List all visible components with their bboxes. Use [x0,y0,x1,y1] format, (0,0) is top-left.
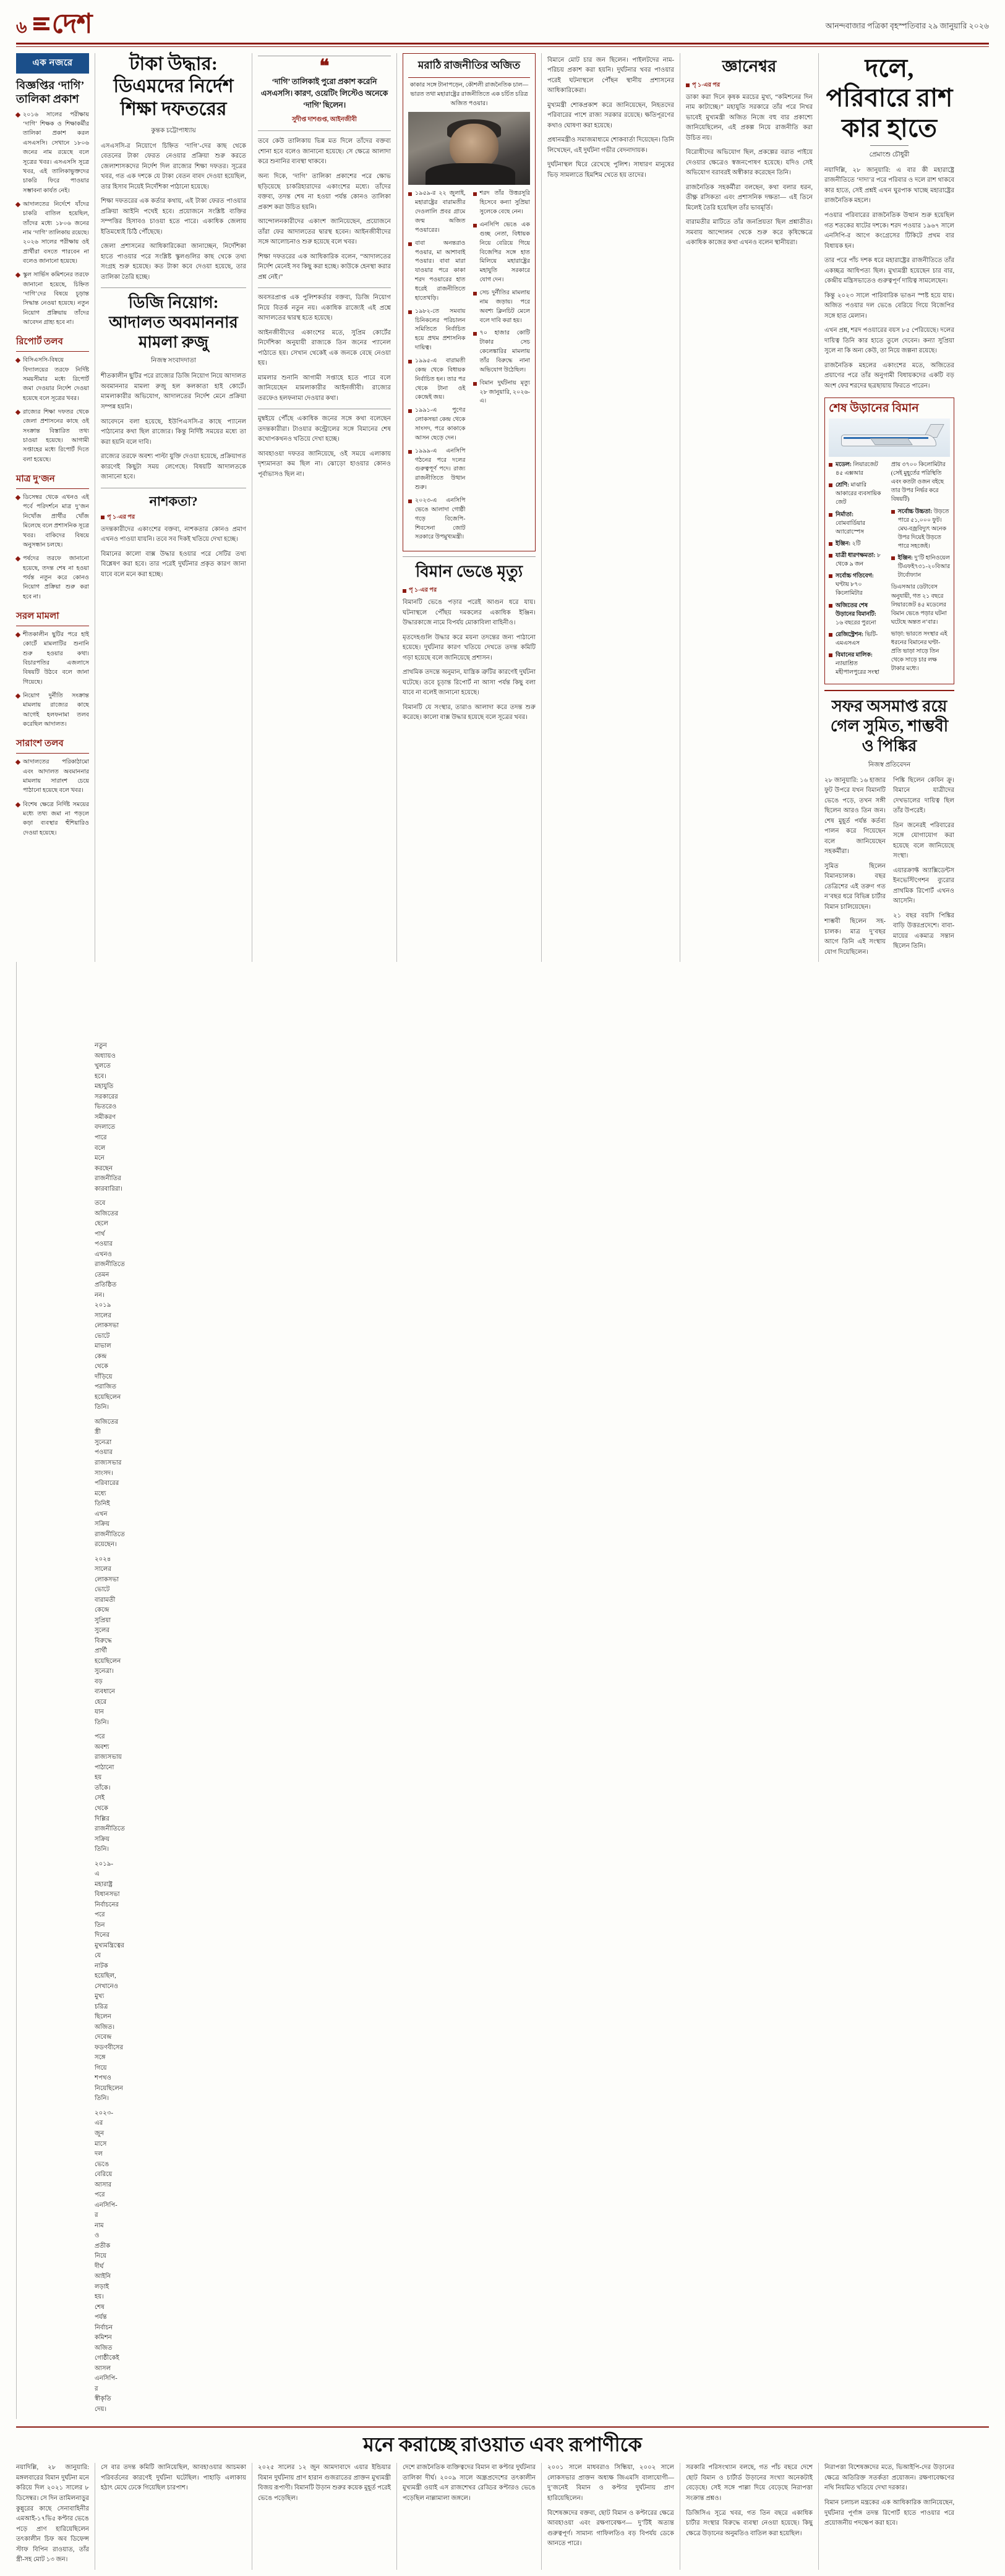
bottom-section [16,2426,989,2569]
bullet-icon [829,574,832,578]
timeline-item [408,307,466,353]
sidebar-item-text: শীতকালীন ছুটির পরে হাই কোর্টে মামলাটির শুনানি শুরু হওয়ার কথা। বিচারপতির এজলাসে বিষয়টি উঠবে বলে জানা গিয়েছে। [23,631,89,686]
marathi-box-subtitle: কাকার সঙ্গে টানাপড়েন, কৌশলী রাজনৈতিক চাল— ভারত তথা মহারাষ্ট্রের রাজনীতিতে এক চর্চিত চরিত্র অজিত পওয়ার। [409,81,529,107]
list-item [16,554,89,601]
bullet-icon [473,332,477,336]
list-item [16,200,89,266]
spec-label: ইঞ্জিন: [836,540,851,547]
bullet-icon [15,410,20,415]
headline-diji: ডিজি নিয়োগ: আদালত অবমাননার মামলা রুজু [109,294,238,351]
paragraph: জেলা প্রশাসনের আধিকারিকেরা জানাচ্ছেন, নির্দেশিকা হাতে পাওয়ার পরে সংশ্লিষ্ট স্কুলগুলির কাছ থেকে তথ্য সংগ্রহ শুরু হয়েছে। কত টাকা কবে দেওয়া হয়েছে, তার তালিকা তৈরি হচ্ছে। [101,243,246,281]
bullet-icon [829,604,832,608]
timeline-text: ১৯৯৫-এ বারামতী কেন্দ্র থেকে বিধায়ক নির্বাচিত হন। তার পর থেকে টানা ওই কেন্দ্রেই জয়। [415,357,466,401]
logo-text: দেশ [51,9,92,39]
bullet-icon [829,463,832,467]
timeline-text: ১৯৯৯-এ এনসিপি গঠনের পরে দলের গুরুত্বপূর্ণ পদে। রাজ্য রাজনীতিতে উত্থান শুরু। [415,447,466,491]
bullet-icon [829,633,832,637]
bullet-icon [473,292,477,295]
spec-item [829,461,884,478]
paragraph: রাজনৈতিক সহকর্মীরা বলছেন, কথা বলার ধরন, তীক্ষ্ণ রসিকতা এবং প্রশাসনিক দক্ষতা— এই তিনে মিলেই তৈরি হয়েছিল তাঁর ভাবমূর্তি। [686,184,813,211]
plane-box-title: শেষ উড়ানের বিমান [829,402,919,415]
paragraph: ডিজিসিএ সূত্রে খবর, গত তিন বছরে একাধিক চার্টার সংস্থার বিরুদ্ধে ব্যবস্থা নেওয়া হয়েছে। কিছু ক্ষেত্রে উড়ানের অনুমতিও বাতিল করা হয়েছিল। [686,2509,813,2537]
dateline: আনন্দবাজার পত্রিকা বৃহস্পতিবার ২৯ জানুয়ারি ২০২৬ [825,21,989,30]
column-divider [541,2463,542,2569]
paragraph: শিক্ষা দফতরের এক কর্তার কথায়, এই টাকা ফেরত পাওয়ার প্রক্রিয়া আইনি পথেই হবে। প্রয়োজনে সংশ্লিষ্ট ব্যক্তির সম্পত্তির হিসাবও চাওয়া হতে পারে। একাধিক জেলায় ইতিমধ্যেই চিঠি পৌঁছেছে। [101,198,246,236]
spec-item [891,508,950,551]
paragraph: এখন প্রশ্ন, শরদ পওয়ারের বয়স ৮৫ পেরিয়েছে। দলের দায়িত্ব তিনি কার হাতে তুলে দেবেন। কন্যা সুপ্রিয়া সুলে না কি অন্য কেউ, তা নিয়ে জল্পনা রয়েছে। [824,327,954,355]
paragraph: ডাকা করা দিনে কৃষক মরচের মুখ্য, “কমিশনের দিন নাম কাটাচ্ছে।” মহাযুতি সরকারে তাঁর পরে নিখর ভাবেই মুখ্যমন্ত্রী অজিত নিজে বহু বার প্রকাশ্যে জানিয়েছিলেন, এই প্রকল্প নিয়ে রাজনীতি করা উচিত নয়। [686,93,813,142]
story-dole-poribare [824,53,954,963]
paragraph: আন্দোলনকারীদের একাংশ জানিয়েছেন, প্রয়োজনে তাঁরা ফের আদালতের দ্বারস্থ হবেন। আইনজীবীদের সঙ্গে আলোচনাও শুরু হয়েছে বলে খবর। [258,218,391,246]
paragraph: আবেদনে বলা হয়েছে, ইউপিএসসি-র কাছে প্যানেল পাঠানোর কথা ছিল রাজ্যের। কিন্তু নির্দিষ্ট সময়ের মধ্যে তা করা হয়নি বলে দাবি। [101,418,246,446]
byline-safar: নিজস্ব প্রতিবেদন [868,761,911,768]
bullet-icon [408,242,412,246]
paragraph: ২০২৫ সালের ১২ জুন আমদাবাদে এয়ার ইন্ডিয়ার বিমান দুর্ঘটনায় প্রাণ হারান গুজরাতের প্রাক্তন মুখ্যমন্ত্রী বিজয় রূপাণী। বিমানটি উড়ান শুরুর কয়েক মুহূর্ত পরেই ভেঙে পড়েছিল। [258,2464,391,2502]
story-biman-secondary [547,53,674,963]
list-item [16,630,89,687]
bullet-icon [408,192,412,196]
bullet-icon [829,513,832,517]
byline-diji: নিজস্ব সংবাদদাতা [150,357,197,365]
bullet-icon [473,192,477,196]
bullet-icon [829,653,832,657]
timeline-text: ২০২৩-এ এনসিপি ভেঙে আলাদা গোষ্ঠী গড়ে বিজেপি-শিবসেনা জোট সরকারে উপমুখ্যমন্ত্রী। [415,497,466,541]
sidebar-head-3: মাত্র দু’জন [16,472,89,489]
plane-specs-left [829,461,884,680]
quote-text: ‘দাগি’ তালিকাই পুরো প্রকাশ করেনি এসএসসি। কারণ, ওয়েটিং লিস্টেও অনেকে ‘দাগি’ ছিলেন। [260,77,388,110]
paragraph: মৃতদেহগুলি উদ্ধার করে ময়না তদন্তের জন্য পাঠানো হয়েছে। দুর্ঘটনার কারণ খতিয়ে দেখতে তদন্ত কমিটি গড়া হয়েছে বলে জানিয়েছে প্রশাসন। [403,634,536,661]
bullet-icon [15,802,20,807]
spec-value: ভাড়া: ভারতে সংস্থার এই ধরনের বিমানের ঘণ্টা-প্রতি ভাড়া সাড়ে তিন থেকে সাড়ে চার লক্ষ টাকার মধ্যে। [891,631,947,673]
story-dole-col1 [824,166,954,391]
paragraph: তার পরে পাঁচ দশক ধরে মহারাষ্ট্রের রাজনীতিতে তাঁর একচ্ছত্র আধিপত্য ছিল। মুখ্যমন্ত্রী হয়েছেন চার বার, কেন্দ্রীয় মন্ত্রিসভাতেও গুরুত্বপূর্ণ দায়িত্ব সামলেছেন। [824,257,954,285]
paragraph: সুমিত ছিলেন বিমানচালক। বছর তেত্রিশের এই তরুণ গত ন’বছর ধরে বিভিন্ন চার্টার বিমান চালিয়েছেন। [824,862,886,911]
timeline-text: ১৯৮২-তে সমবায় চিনিকলের পরিচালন সমিতিতে নির্বাচিত হয়ে প্রথম প্রশাসনিক দায়িত্ব। [415,307,466,352]
timeline-text: বিমান দুর্ঘটনায় মৃত্যু ২৮ জানুয়ারি, ২০২৬-এ। [479,379,530,405]
paragraph: আইনজীবীদের একাংশের মতে, সুপ্রিম কোর্টের নির্দেশিকা অনুযায়ী রাজ্যকে তিন জনের প্যানেল পাঠাতে হয়। সেখান থেকেই এক জনকে বেছে নেওয়া হয়। [258,329,391,367]
sidebar-item-text: রাজ্যের শিক্ষা দফতর থেকে জেলা প্রশাসনের কাছে ওই সংক্রান্ত বিস্তারিত তথ্য চাওয়া হয়েছে। আগামী সপ্তাহের মধ্যে রিপোর্ট দিতে বলা হয়েছে। [23,409,89,463]
byline-rule [870,145,909,146]
timeline-item [473,379,531,407]
paragraph: ২০২৪ সালের লোকসভা ভোটে বারামতী কেন্দ্রে সুপ্রিয়া সুলের বিরুদ্ধে প্রার্থী হয়েছিলেন সুনেত্রা। বড় ব্যবধানে হেরে যান তিনি। [95,1555,121,1726]
main-grid [16,53,989,2420]
story-safar-col1 [824,776,886,963]
spec-label: অজিতের শেষ উড়ানের বিমানটি: [836,602,876,618]
masthead [16,11,989,41]
mone-col-2 [258,2463,391,2569]
paragraph-block [824,2463,954,2528]
paragraph: বিমানটি ভেঙে পড়ার পরেই আগুন ধরে যায়। ঘটনাস্থলে পৌঁছয় দমকলের একাধিক ইঞ্জিন। উদ্ধারকাজে নামে বিপর্যয় মোকাবিলা বাহিনীও। [403,599,536,627]
byline-dole: প্রেমাংশু চৌধুরী [869,151,910,158]
timeline-item [408,239,466,304]
story-nashakta-col1 [101,525,246,580]
paragraph: মুম্বইয়ে পৌঁছে একাধিক জনের সঙ্গে কথা বলেছেন তদন্তকারীরা। টাওয়ার কন্ট্রোলের সঙ্গে বিমানের শেষ কথোপকথনও খতিয়ে দেখা হচ্ছে। [258,415,391,443]
paragraph: রাজনৈতিক মহলের একাংশের মতে, অজিতের প্রয়াণের পরে তাঁর অনুগামী বিধায়কদের একটি বড় অংশ ফের শরদের ছত্রছায়ায় ফিরতে পারেন। [824,362,954,389]
headline-taka: টাকা উদ্ধার: ডিএমদের নির্দেশ শিক্ষা দফতরের [113,53,234,119]
jump-text: পৃ ১-এর পর [692,81,721,88]
bullet-icon [15,694,20,699]
sidebar-head-1: বিজ্ঞপ্তির ‘দাগি’ তালিকা প্রকাশ [16,79,84,106]
timeline-text: ৭০ হাজার কোটি টাকার সেচ কেলেঙ্কারির মামলায় তাঁর বিরুদ্ধে নানা অভিযোগ উঠেছিল। [479,329,530,373]
timeline-item [408,357,466,402]
column-divider [396,53,397,963]
list-item [16,757,89,795]
bullet-icon [829,483,832,487]
paragraph: তবে কেউ তালিকায় ভিন্ন মত দিলে তাঁদের বক্তব্য শোনা হবে বলেও জানানো হয়েছে। সে ক্ষেত্রে আলাদা করে শুনানির ব্যবস্থা থাকবে। [258,138,391,166]
list-item [16,800,89,838]
story-taka-col1 [101,142,246,283]
paragraph: বিমানে মোট চার জন ছিলেন। পাইলটদের নাম-পরিচয় প্রকাশ করা হয়নি। দুর্ঘটনার খবর পাওয়ার পরেই ঘটনাস্থলে পৌঁছন স্থানীয় প্রশাসনের আধিকারিকেরা। [547,56,674,95]
spec-value: ডিএসআর ডেটাবেস অনুযায়ী, গত ২১ বছরে লিয়ারজেট ৪৫ মডেলের বিমান ভেঙে পড়ার ঘটনা ঘটেছে অন্তত ন’বার। [891,584,947,626]
bullet-icon [15,556,20,561]
mone-col-4 [547,2463,674,2569]
spec-value: ৮ থেকে ৯ জন [836,553,881,568]
ajit-pawar-photo [408,112,530,185]
jump-icon [403,589,406,593]
masthead-left [16,11,92,37]
spec-item [829,631,884,648]
paragraph: বারামতীর মাটিতে তাঁর জনপ্রিয়তা ছিল প্রশ্নাতীত। সমবায় আন্দোলন থেকে শুরু করে কৃষিক্ষেত্রে একাধিক কাজের কথা এখনও বলেন স্থানীয়রা। [686,219,813,247]
sidebar-item-text: আদালতের পরিকাঠামো এবং আদালত অবমাননার মামলায় সারাংশ চেয়ে পাঠানো হয়েছে বলে খবর। [23,759,89,794]
headline-safar: সফর অসমাপ্ত রয়ে গেল সুমিত, শাম্ভবী ও পিঙ্কির [830,697,949,755]
timeline-text: ১৯৫৯-র ২২ জুলাই, মহারাষ্ট্রের বারামতীর দেওলালি প্রবর গ্রামে জন্ম অজিত পওয়ারের। [415,190,466,234]
paragraph-block [101,2463,246,2494]
spec-value: উড়তে পারে ৫১,০০০ ফুট। মেঘ-বজ্রবিদ্যুৎ অনেক উপর দিয়েই উড়তে পারে সহজেই। [897,508,949,550]
bullet-icon [15,495,20,500]
timeline-text: সেচ দুর্নীতির মামলায় নাম জড়ায়। পরে অবশ্য ক্লিনচিট মেলে বলে দাবি করা হয়। [479,289,530,324]
paragraph: নয়াদিল্লি, ২৮ জানুয়ারি: মঙ্গলবারের বিমান দুর্ঘটনা মনে করিয়ে দিল ২০২১ সালের ৮ ডিসেম্বর। সে দিন তামিলনাড়ুর কুন্নুরের কাছে সেনাবাহিনীর এমআই-১৭ভি৫ কপ্টার ভেঙে পড়ে প্রাণ হারিয়েছিলেন তৎকালীন চিফ অব ডিফেন্স স্টাফ বিপিন রাওয়াত, তাঁর স্ত্রী-সহ মোট ১৩ জন। [16,2464,90,2564]
paragraph: সরকারি পরিসংখ্যান বলছে, গত পাঁচ বছরে দেশে ছোট বিমান ও চার্টার্ড উড়ানের সংখ্যা অনেকটাই বেড়েছে। সেই সঙ্গে পাল্লা দিয়ে বেড়েছে নিরাপত্তা সংক্রান্ত প্রশ্নও। [686,2464,813,2502]
sidebar-item-text: নিয়োগ দুর্নীতি সংক্রান্ত মামলায় রাজ্যের কাছে আগেই হলফনামা তলব করেছিল আদালত। [23,692,89,728]
bullet-icon [15,760,20,765]
story-taka-uddhar [101,53,246,963]
timeline-text: বাবা অনন্তরাও পওয়ার, মা আশাবাই পওয়ার। বাবা মারা যাওয়ার পরে কাকা শরদ পওয়ারের হাত ধরেই রাজনীতিতে হাতেখড়ি। [415,239,466,302]
paragraph: প্রাথমিক তদন্তে অনুমান, যান্ত্রিক ত্রুটির কারণেই দুর্ঘটনা ঘটেছে। তবে চূড়ান্ত রিপোর্ট না আসা পর্যন্ত কিছু বলা যাবে না বলেই জানানো হয়েছে। [403,669,536,697]
paragraph: অবসরপ্রাপ্ত এক পুলিশকর্তার বক্তব্য, ডিজি নিয়োগ নিয়ে বিতর্ক নতুন নয়। একাধিক রাজ্যেই এই প্রশ্নে আদালতের দ্বারস্থ হতে হয়েছে। [258,294,391,322]
paragraph: বিরোধীদের অভিযোগ ছিল, প্রকল্পের বরাত পাইয়ে দেওয়ার ক্ষেত্রেও স্বজনপোষণ হয়েছে। যদিও সেই অভিযোগ বরাবরই অস্বীকার করেছেন তিনি। [686,149,813,177]
list-item [16,407,89,464]
list-item [16,691,89,729]
plane-specs-right [891,461,950,680]
spec-item [829,540,884,548]
spec-value: ২টি [852,540,861,547]
jump-line-nashakta [101,513,246,522]
story-safar-col2 [893,776,954,963]
paragraph: নয়াদিল্লি, ২৮ জানুয়ারি: এ বার কী মহারাষ্ট্রে রাজনীতিতে ‘দাদা’র পরে পরিবার ও দলে রাশ থাকবে কার হাতে, সেই প্রশ্নই এখন ঘুরপাক খাচ্ছে মহারাষ্ট্রের রাজনৈতিক মহলে। [824,166,954,205]
paragraph-block [547,2463,674,2549]
paragraph: মামলার শুনানি আগামী সপ্তাহে হতে পারে বলে জানিয়েছেন মামলাকারীর আইনজীবী। রাজ্যের তরফেও হলফনামা দেওয়ার কথা। [258,374,391,402]
column-divider [818,53,819,963]
spec-label: রেজিস্ট্রেশন: [836,631,864,638]
paragraph: অজিতের স্ত্রী সুনেত্রা পওয়ার রাজ্যসভার সাংসদ। পরিবারের মধ্যে তিনিই এখন সক্রিয় রাজনীতিতে রয়েছেন। [95,1418,125,1549]
spec-value: প্রায় ৩৭০০ কিলোমিটার (সেই মুহূর্তের পরিস্থিতি এবং কতটা ওজন বইছে তার উপর নির্ভর করে বিষয়টি) [891,462,946,503]
story-biman-col1 [403,598,536,723]
bullet-icon [473,382,477,386]
sidebar-title: এক নজরে [16,53,89,74]
spec-label: নির্মাতা: [836,511,854,518]
spec-item [829,651,884,677]
mone-col-3 [403,2463,536,2569]
mone-col-0 [16,2463,89,2569]
paragraph-block [258,2463,391,2504]
sidebar-item-text: ডিসেম্বর থেকে এখনও এই পর্বে পরিদর্শনে মাত্র দু’জন নিখোঁজ প্রার্থীর খোঁজ মিলেছে বলে প্রশাসনিক সূত্রে খবর। বাকিদের বিষয়ে অনুসন্ধান চলছে। [23,494,89,548]
bullet-icon [15,632,20,637]
jump-text: পৃ ১-এর পর [409,587,437,594]
divider [101,287,246,288]
spec-item [891,461,950,504]
headline-biman: বিমান ভেঙে মৃত্যু [415,563,523,581]
paragraph: নিরাপত্তা বিশেষজ্ঞদের মতে, ভিআইপি-দের উড়ানের ক্ষেত্রে অতিরিক্ত সতর্কতা প্রয়োজন। রক্ষণাবেক্ষণের নথি নিয়মিত খতিয়ে দেখা দরকার। [824,2464,954,2492]
paragraph: রাজ্যের তরফে অবশ্য পাল্টা যুক্তি দেওয়া হয়েছে, প্রক্রিয়াগত কারণেই কিছুটা সময় লেগেছে। বিষয়টি আদালতকে জানানো হবে। [101,453,246,481]
paragraph: এসএসসি-র নিয়োগে চিহ্নিত ‘দাগি’-দের কাছ থেকে বেতনের টাকা ফেরত নেওয়ার প্রক্রিয়া শুরু করতে জেলাশাসকদের নির্দেশ দিল রাজ্যের শিক্ষা দফতর। সূত্রের খবর, গত এক দশকে যে টাকা বেতন বাবদ দেওয়া হয়েছিল, তার হিসাব নিয়েই নির্দেশিকা পাঠানো হয়েছে। [101,142,246,190]
bullet-icon [408,450,412,454]
bullet-icon [829,554,832,558]
headline-mone: মনে করাচ্ছে রাওয়াত এবং রূপাণীকে [363,2433,642,2456]
story-nashakta-col2 [258,414,391,480]
spec-item [829,601,884,627]
paragraph: পরে অবশ্য রাজ্যসভায় পাঠানো হয় তাঁকে। সেই থেকে দিল্লির রাজনীতিতে সক্রিয় তিনি। [95,1733,125,1853]
spec-label: সর্বোচ্চ গতিবেগ: [836,573,874,580]
paragraph: আবহাওয়া দফতর জানিয়েছে, ওই সময়ে এলাকায় দৃশ্যমানতা কম ছিল না। ঝোড়ো হাওয়ার কোনও পূর্বাভাসও ছিল না। [258,450,391,478]
list-item [16,493,89,550]
spec-value: দু’টি হানিওয়েল টিএফই৭৩১-২০বিআর টার্বোফ্যান [897,555,950,579]
story-biman-col2 [547,56,674,181]
spec-label: শ্রেণি: [836,482,850,489]
paragraph: পওয়ার পরিবারের রাজনৈতিক উত্থান শুরু হয়েছিল গত শতকের ষাটের দশকে। শরদ পওয়ার ১৯৬৭ সালে এনসিপি-র আগে কংগ্রেসের টিকিটে প্রথম বার বিধায়ক হন। [824,211,954,250]
paragraph: ২৮ জানুয়ারি: ১৬ হাজার ফুট উপরে যখন বিমানটি ভেঙে পড়ে, তখন সঙ্গী ছিলেন আরও তিন জন। শেষ মুহূর্ত পর্যন্ত কর্তব্য পালন করে গিয়েছেন বলে জানিয়েছেন সহকর্মীরা। [824,776,886,856]
timeline-item [473,189,531,217]
quote-attribution: সুদীপ্ত দাশগুপ্ত, আইনজীবী [292,116,357,124]
spec-label: বিমানের মালিক: [836,652,873,659]
sidebar [16,53,89,963]
spec-item [829,572,884,598]
paragraph: ২১ বছর বয়সি পিঙ্কির বাড়ি উত্তরপ্রদেশে। বাবা-মায়ের একমাত্র সন্তান ছিলেন তিনি। [893,912,954,950]
spec-item [891,630,950,674]
sidebar-head-4: সরল মামলা [16,609,89,626]
bullet-icon [891,556,895,560]
spec-value: ভিটি-এমএসএস [836,631,878,647]
paragraph: মুখ্যমন্ত্রী শোকপ্রকাশ করে জানিয়েছেন, নিহতদের পরিবারের পাশে রাজ্য সরকার রয়েছে। ক্ষতিপূরণের কথাও ঘোষণা করা হয়েছে। [547,101,674,129]
story-marathi [403,53,536,963]
column-divider [16,962,17,2419]
column-divider [818,2463,819,2569]
marathi-box [403,53,536,552]
marathi-box-title: মরাঠি রাজনীতির অজিত [408,57,530,78]
quote-mark-icon: ❝ [319,56,330,77]
paragraph: এয়ারক্রাফ্ট অ্যাক্সিডেন্টস ইনভেস্টিগেশন ব্যুরোর প্রাথমিক রিপোর্ট এখনও আসেনি। [893,867,954,905]
story-gyaneshwar [686,53,813,963]
divider [258,287,391,288]
masthead-rule [16,43,989,47]
timeline-item [473,329,531,375]
spec-item [891,583,950,627]
mone-col-5 [686,2463,813,2569]
paragraph: দুর্ঘটনাস্থল ঘিরে রেখেছে পুলিশ। সাধারণ মানুষের ভিড় সামলাতে হিমশিম খেতে হয় তাদের। [547,161,674,179]
headline-nashakta: নাশকতা? [149,493,198,509]
spec-value: ন্যায়াশ্রিত মহীপালপুরের সংস্থা [836,661,879,676]
spec-label: ইঞ্জিন: [897,555,913,562]
timeline-left [408,189,466,546]
paragraph: তবে অজিতের ছেলে পার্থ পওয়ার এখনও রাজনীতিতে তেমন প্রতিষ্ঠিত নন। ২০১৯ সালের লোকসভা ভোটে মাভাল কেন্দ্র থেকে দাঁড়িয়ে পরাজিত হয়েছিলেন তিনি। [95,1200,125,1411]
paragraph: বিমান চলাচল মন্ত্রকের এক আধিকারিক জানিয়েছেন, দুর্ঘটনার পূর্ণাঙ্গ তদন্ত রিপোর্ট হাতে পাওয়ার পরে প্রয়োজনীয় পদক্ষেপ করা হবে। [824,2499,954,2527]
paragraph-block [16,2463,89,2565]
headline-dole: দলে, পরিবারে রাশ কার হাতে [826,53,953,142]
spec-value: ঘণ্টায় ৮৭০ কিলোমিটার [836,582,863,597]
story-diji-col1 [101,372,246,482]
bullet-icon [15,273,20,278]
paragraph: ২০১৯-এ মহারাষ্ট্র বিধানসভা নির্বাচনের পরে তিন দিনের মুখ্যমন্ত্রিত্বের যে নাটক হয়েছিল, সেখানেও মুখ্য চরিত্র ছিলেন অজিত। দেবেন্দ্র ফডণবীসের সঙ্গে গিয়ে শপথও নিয়েছিলেন তিনি। [95,1860,124,2102]
sidebar-head-2: রিপোর্ট তলব [16,334,89,352]
sidebar-item-text: পর্ষদের তরফে জানানো হয়েছে, তদন্ত শেষ না হওয়া পর্যন্ত নতুন করে কোনও নিয়োগ প্রক্রিয়া শুরু করা হবে না। [23,555,89,600]
sidebar-head-5: সারাংশ তলব [16,736,89,754]
jump-icon [686,83,690,87]
divider [824,690,954,691]
list-item [16,355,89,403]
spec-value: ১৬ বছরের পুরনো [836,619,876,626]
paragraph: বিমানটি যে সংস্থার, তারাও আলাদা করে তদন্ত শুরু করেছে। কালো বাক্স উদ্ধার হয়েছে বলে সূত্রের খবর। [403,704,536,721]
paragraph: কিন্তু ২০২৩ সালে পারিবারিক ভাঙন স্পষ্ট হয়ে যায়। অজিত পওয়ার দল ভেঙে বেরিয়ে গিয়ে বিজেপির সঙ্গে হাত মেলান। [824,292,954,320]
paragraph: দেশে রাজনৈতিক ব্যক্তিত্বদের বিমান বা কপ্টার দুর্ঘটনার তালিকা দীর্ঘ। ২০০৯ সালে অন্ধ্রপ্রদেশের তৎকালীন মুখ্যমন্ত্রী ওয়াই এস রাজশেখর রেড্ডির কপ্টারও ভেঙে পড়েছিল নাল্লামালা জঙ্গলে। [403,2464,536,2502]
sidebar-item-text: ২০১৬ সালের পরীক্ষায় ‘দাগি’ শিক্ষক ও শিক্ষাকর্মীর তালিকা প্রকাশ করল এসএসসি। সেখানে ১৮০৬ জনের নাম রয়েছে বলে সূত্রের খবর। এসএসসি সূত্রে খবর, এই তালিকাভুক্তদের চাকরি ফিরে পাওয়ার সম্ভাবনা কার্যত নেই। [23,111,89,194]
paragraph: বিমানের কালো বাক্স উদ্ধার হওয়ার পরে সেটির তথ্য বিশ্লেষণ করা হবে। তার পরেই দুর্ঘটনার প্রকৃত কারণ জানা যাবে বলে মনে করা হচ্ছে। [101,550,246,578]
paragraph: শাম্ভবী ছিলেন সহ-চালক। মাত্র দু’বছর আগে তিনি এই সংস্থায় যোগ দিয়েছিলেন। [824,918,886,956]
timeline-text: শরদ তাঁর উত্তরসূরি হিসেবে কন্যা সুপ্রিয়া সুলেকে বেছে নেন। [479,190,530,216]
timeline-item [408,189,466,235]
marathi-timeline [408,189,530,546]
paragraph: তদন্তকারীদের একাংশের বক্তব্য, নাশকতার কোনও প্রমাণ এখনও পাওয়া যায়নি। তবে সব দিকই খতিয়ে দেখা হচ্ছে। [101,525,246,543]
paragraph: তিন জনেরই পরিবারের সঙ্গে যোগাযোগ করা হয়েছে বলে জানিয়েছে সংস্থা। [893,822,954,860]
paragraph: ২০০১ সালে মাধবরাও সিন্ধিয়া, ২০০২ সালে লোকসভার প্রাক্তন অধ্যক্ষ জিএমসি বালাযোগী— দু’জনেই বিমান ও কপ্টার দুর্ঘটনায় প্রাণ হারিয়েছিলেন। [547,2464,674,2502]
bullet-icon [829,542,832,546]
page-number: ৬ [16,17,27,36]
bullet-icon [891,510,895,514]
spec-label: মডেল: [836,462,852,469]
spec-item [829,511,884,537]
paragraph: নতুন অধ্যায়ও খুলতে হবে। মহাযুতি সরকারের ভিতরেও সমীকরণ বদলাতে পারে বলে মনে করছেন রাজনীতির কারবারিরা। [95,1042,123,1192]
story-taka-col2 [258,137,391,283]
jump-line-gyaneshwar [686,81,813,90]
sidebar-item-text: আদালতের নির্দেশে যাঁদের চাকরি বাতিল হয়েছিল, তাঁদের মধ্যে ১৮০৬ জনের নাম ‘দাগি’ তালিকায় রয়েছে। ২০২৬ সালের পরীক্ষায় ওই প্রার্থীরা বসতে পারবেন না বলেও জানানো হয়েছে। [23,200,89,265]
bullet-icon [473,224,477,227]
jump-text: পৃ ১-এর পর [107,513,135,521]
publication-logo [33,11,92,37]
headline-gyaneshwar: জ্ঞানেশ্বর [722,57,777,75]
story-gyaneshwar-col1 [686,93,813,249]
logo-bars-icon [33,17,49,30]
spec-value: মাঝারি আকারের ব্যবসায়িক জেট [836,482,881,506]
mone-col-1 [101,2463,246,2569]
paragraph: অন্য দিকে, ‘দাগি’ তালিকা প্রকাশের পরে ক্ষোভ ছড়িয়েছে চাকরিহারাদের একাংশের মধ্যে। তাঁদের বক্তব্য, তদন্ত শেষ না হওয়া পর্যন্ত কোনও তালিকা প্রকাশ করা উচিত হয়নি। [258,173,391,211]
bullet-icon [408,310,412,314]
pull-quote [258,56,391,132]
sidebar-item-text: স্কুল সার্ভিস কমিশনের তরফে জানানো হয়েছে, চিহ্নিত ‘দাগি’দের বিষয়ে চূড়ান্ত সিদ্ধান্ত নেওয়া হয়েছে। নতুন নিয়োগ প্রক্রিয়ায় তাঁদের আবেদন গ্রাহ্য হবে না। [23,271,89,326]
story-taka-secondary [258,53,391,963]
sidebar-item-text: বিসিএসসি-বিষয়ে বিদ্যালয়ের তরফে নির্দিষ্ট সময়সীমার মধ্যে রিপোর্ট জমা দেওয়ার নির্দেশ দেওয়া হয়েছে বলে সূত্রের খবর। [23,357,89,402]
bottom-grid [16,2463,989,2569]
spec-label: সর্বোচ্চ উচ্চতা: [897,508,933,515]
jump-line-biman [403,586,536,595]
bullet-icon [15,358,20,363]
divider [403,556,536,557]
plane-info-box [824,397,954,684]
byline-taka: কুন্তক চট্টোপাধ্যায় [151,127,196,134]
story-diji-col2 [258,293,391,404]
timeline-text: ১৯৯১-এ পুণের লোকসভা কেন্দ্র থেকে সাংসদ, পরে কাকাকে আসন ছেড়ে দেন। [415,407,466,441]
list-item [16,270,89,327]
paragraph: সে বার তদন্ত কমিটি জানিয়েছিল, আবহাওয়ার আচমকা পরিবর্তনের কারণেই দুর্ঘটনা ঘটেছিল। পাহাড়ি এলাকায় হঠাৎ মেঘে ঢেকে গিয়েছিল চারপাশ। [101,2464,246,2492]
timeline-item [408,496,466,542]
paragraph: পিঙ্কি ছিলেন কেবিন ক্রু। বিমানে যাত্রীদের দেখভালের দায়িত্ব ছিল তাঁর উপরেই। [893,776,954,815]
timeline-item [408,406,466,443]
list-item [16,110,89,195]
paragraph: শিক্ষা দফতরের এক আধিকারিক বলেন, “আদালতের নির্দেশ মেনেই সব কিছু করা হচ্ছে। কাউকে হেনস্থা করার প্রশ্ন নেই।” [258,253,391,281]
paragraph: ২০২৩-এর জুন মাসে দল ভেঙে বেরিয়ে আসার পরে এনসিপি-র নাম ও প্রতীক নিয়ে দীর্ঘ আইনি লড়াই হয়। শেষ পর্যন্ত নির্বাচন কমিশন অজিত গোষ্ঠীকেই আসল এনসিপি-র স্বীকৃতি দেয়। [95,2109,119,2413]
plane-specs [829,461,950,680]
column-divider [396,2463,397,2569]
jump-icon [101,516,105,519]
spec-item [829,551,884,569]
spec-label: যাত্রী ধারণক্ষমতা: [836,553,876,559]
timeline-right [473,189,531,546]
bullet-icon [15,113,20,117]
spec-value: বোমবার্ডিয়ার অ্যারোস্পেস [836,520,865,535]
mone-col-6 [824,2463,954,2569]
spec-value: লিয়ারজেট ৪৫ এক্সআর [836,462,878,477]
paragraph-block [403,2463,536,2504]
bullet-icon [408,409,412,413]
paragraph: বিশেষজ্ঞদের বক্তব্য, ছোট বিমান ও কপ্টারের ক্ষেত্রে আবহাওয়া এবং রক্ষণাবেক্ষণ— দু’টিই অত্যন্ত গুরুত্বপূর্ণ। সামান্য গাফিলতিও বড় বিপর্যয় ডেকে আনতে পারে। [547,2509,674,2548]
bullet-icon [408,499,412,503]
bullet-icon [408,360,412,363]
timeline-item [408,447,466,493]
spec-item [891,554,950,580]
aircraft-illustration [829,419,950,457]
paragraph: শীতকালীন ছুটির পরে রাজ্যের ডিজি নিয়োগ নিয়ে আদালত অবমাননার মামলা রুজু হল কলকাতা হাই কোর্টে। মামলাকারীর অভিযোগ, আদালতের নির্দেশ মেনে প্রক্রিয়া সম্পন্ন হয়নি। [101,373,246,410]
paragraph: প্রধানমন্ত্রীও সমাজমাধ্যমে শোকবার্তা দিয়েছেন। তিনি লিখেছেন, এই দুর্ঘটনা গভীর বেদনাদায়ক। [547,137,674,154]
sidebar-item-text: বিশেষ ক্ষেত্রে নির্দিষ্ট সময়ের মধ্যে তথ্য জমা না পড়লে কড়া ব্যবস্থার হুঁশিয়ারিও দেওয়া হয়েছে। [23,801,89,836]
bullet-icon [15,202,20,207]
timeline-text: এনসিপি ভেঙে এক গুচ্ছ নেতা, বিধায়ক নিয়ে বেরিয়ে গিয়ে বিজেপির সঙ্গে হাত মিলিয়ে মহারাষ্ট্রের মহাযুতি সরকারে যোগ দেন। [479,221,530,284]
paragraph-block [686,2463,813,2539]
timeline-item [473,221,531,285]
column-divider [541,53,542,963]
story-safar-cols [824,776,954,963]
spec-item [829,481,884,507]
timeline-item [473,289,531,325]
